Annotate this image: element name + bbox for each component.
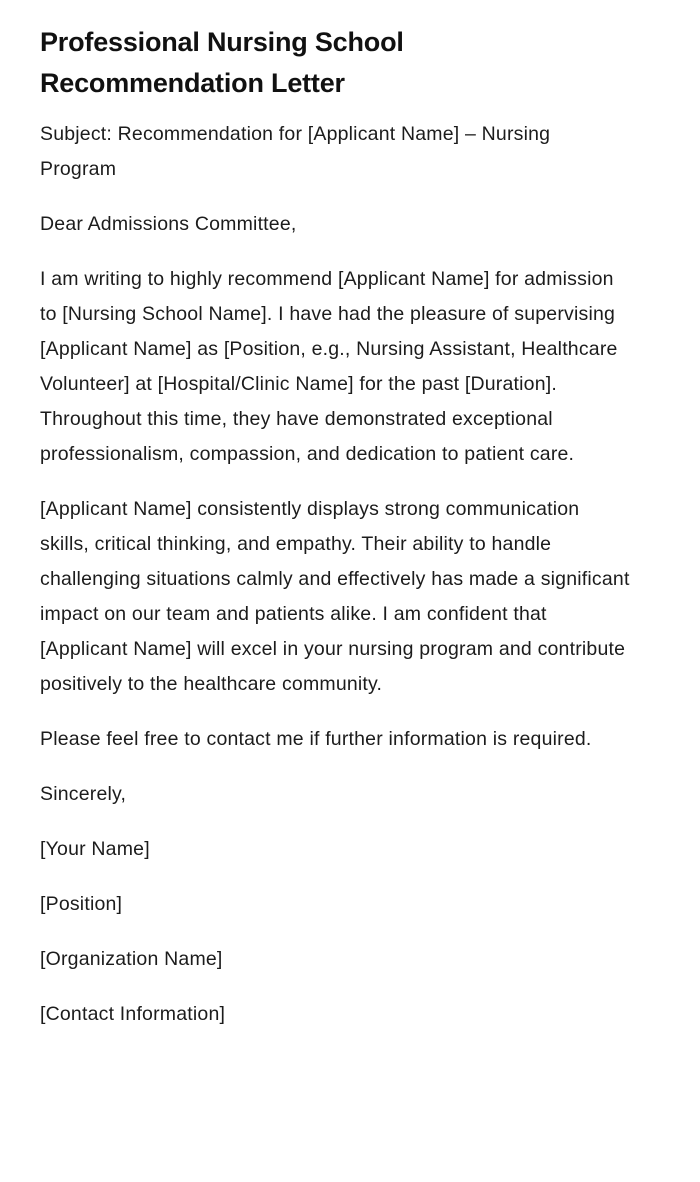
letter-closing: Sincerely, [40,783,127,805]
page-title: Professional Nursing School Recommendation Letter [40,27,404,98]
letter-paragraph-2: [Applicant Name] consistently displays strong communication skills, critical thinking, and empathy. Their ability to handle challenging situations calmly and effectively has made a significant impact on our team and patients alike. I am confident that [Applicant Name] will excel in your nursing program and contribute positively to the healthcare community. [40,498,630,695]
signature-position: [Position] [40,893,123,915]
letter-paragraph-3: Please feel free to contact me if further information is required. [40,728,592,750]
signature-organization: [Organization Name] [40,948,223,970]
letter-body [40,117,630,1032]
letter-paragraph-1: I am writing to highly recommend [Applicant Name] for admission to [Nursing School Name]. I have had the pleasure of supervising [Applicant Name] as [Position, e.g., Nursing Assistant, Healthcare Volunteer] at [Hospital/Clinic Name] for the past [Duration]. Throughout this time, they have demonstrated exceptional professionalism, compassion, and dedication to patient care. [40,268,618,465]
signature-name: [Your Name] [40,838,150,860]
letter-subject-line: Subject: Recommendation for [Applicant Name] – Nursing Program [40,123,551,180]
letter-salutation: Dear Admissions Committee, [40,213,297,235]
signature-contact: [Contact Information] [40,1003,226,1025]
